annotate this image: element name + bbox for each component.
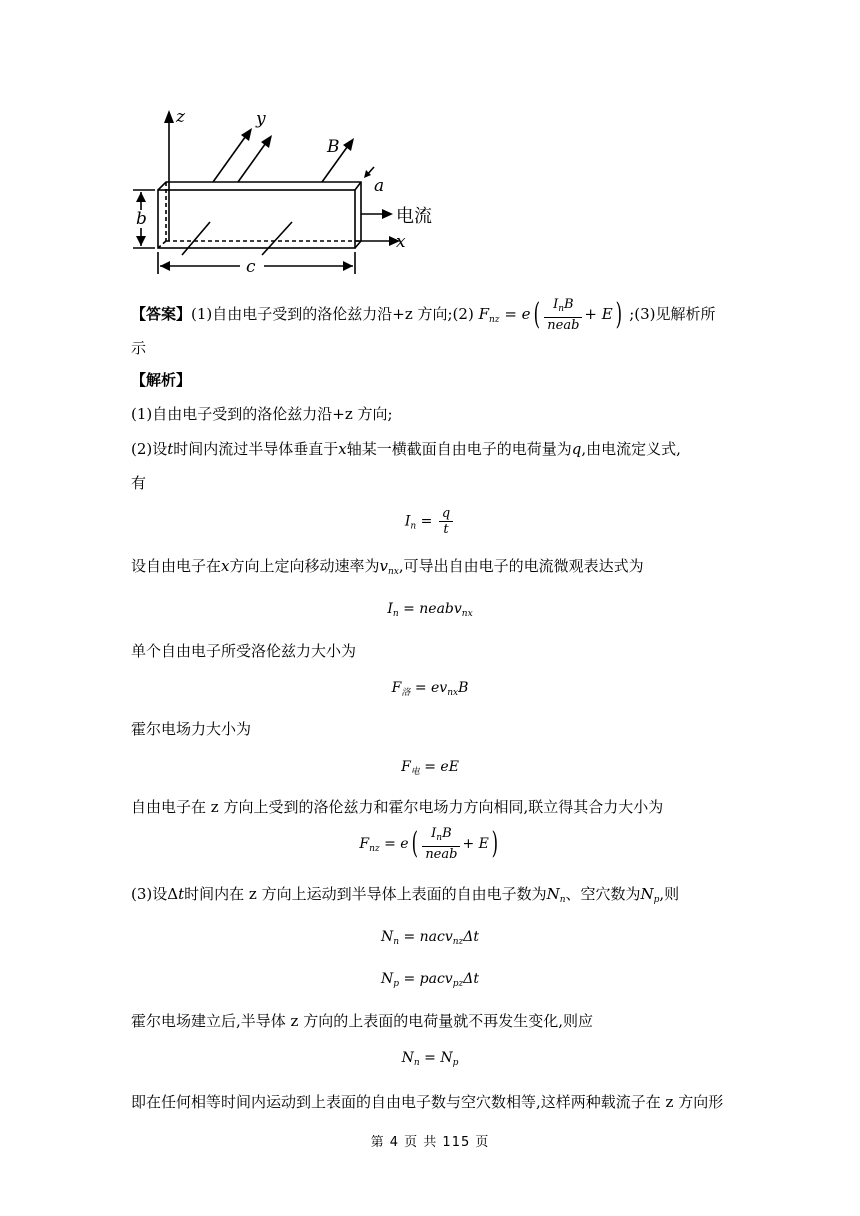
current-label: 电流 bbox=[396, 206, 432, 227]
semiconductor-diagram bbox=[0, 0, 860, 290]
dim-b-label: b bbox=[136, 209, 147, 229]
page-footer: 第 4 页 共 115 页 bbox=[370, 1135, 490, 1150]
analysis-p3: 设自由电子在x方向上定向移动速率为$v_{nx}$,可导出自由电子的电流微观表达式为 bbox=[131, 557, 644, 577]
axis-z-label: z bbox=[176, 107, 185, 127]
analysis-p9: 即在任何相等时间内运动到上表面的自由电子数与空穴数相等,这样两种载流子在 z 方向形 bbox=[131, 1093, 724, 1111]
equation-hall-force: $F_电$ = eE bbox=[401, 759, 459, 777]
dim-a-label: a bbox=[374, 176, 385, 196]
answer-line bbox=[131, 297, 716, 333]
equation-hole-count: $N_p$ = pacv$_{pz}$Δt bbox=[381, 971, 479, 989]
analysis-heading: 【解析】 bbox=[131, 371, 192, 389]
equation-lorentz-force: $F_洛 = ev_{nx}B$ bbox=[391, 680, 469, 698]
equation-electron-count: $N_n$ = nacv$_{nz}$Δt bbox=[380, 929, 480, 947]
answer-formula: $F_{nz} = e$( $\frac{I_nB}{\text{neab}}$ + E) bbox=[478, 297, 622, 333]
field-b-label: B bbox=[327, 137, 340, 157]
equation-micro-current: $I_n$ = neabv$_{nx}$ bbox=[387, 601, 473, 619]
analysis-p2-cont: 有 bbox=[131, 474, 147, 492]
analysis-p4: 单个自由电子所受洛伦兹力大小为 bbox=[131, 642, 357, 660]
analysis-p2: (2)设t时间内流过半导体垂直于x轴某一横截面自由电子的电荷量为q,由电流定义式, bbox=[131, 440, 681, 458]
equation-net-force: $F_{nz} = e$( $\frac{I_nB}{\text{neab}}$ + E) bbox=[359, 826, 498, 862]
analysis-p7: (3)设Δt时间内在 z 方向上运动到半导体上表面的自由电子数为$N_n$、空穴数为$N_p$,则 bbox=[131, 885, 680, 905]
axis-x-label: x bbox=[396, 232, 406, 252]
dim-c-label: c bbox=[246, 257, 256, 277]
analysis-p8: 霍尔电场建立后,半导体 z 方向的上表面的电荷量就不再发生变化,则应 bbox=[131, 1012, 593, 1030]
answer-part3: ;(3)见解析所 bbox=[629, 305, 716, 323]
equation-balance: $N_n = N_p$ bbox=[401, 1050, 459, 1068]
analysis-p1: (1)自由电子受到的洛伦兹力沿+z 方向; bbox=[131, 405, 393, 423]
axis-y-label: y bbox=[256, 109, 266, 129]
answer-continuation: 示 bbox=[131, 339, 147, 357]
answer-heading: 【答案】 bbox=[131, 305, 192, 323]
analysis-p5: 霍尔电场力大小为 bbox=[131, 720, 252, 738]
answer-part1: (1)自由电子受到的洛伦兹力沿+z 方向;(2) bbox=[191, 305, 474, 323]
equation-current-definition: $I_n$ = $\frac{q}{t}$ bbox=[0, 506, 860, 537]
analysis-p6: 自由电子在 z 方向上受到的洛伦兹力和霍尔电场力方向相同,联立得其合力大小为 bbox=[131, 798, 664, 816]
